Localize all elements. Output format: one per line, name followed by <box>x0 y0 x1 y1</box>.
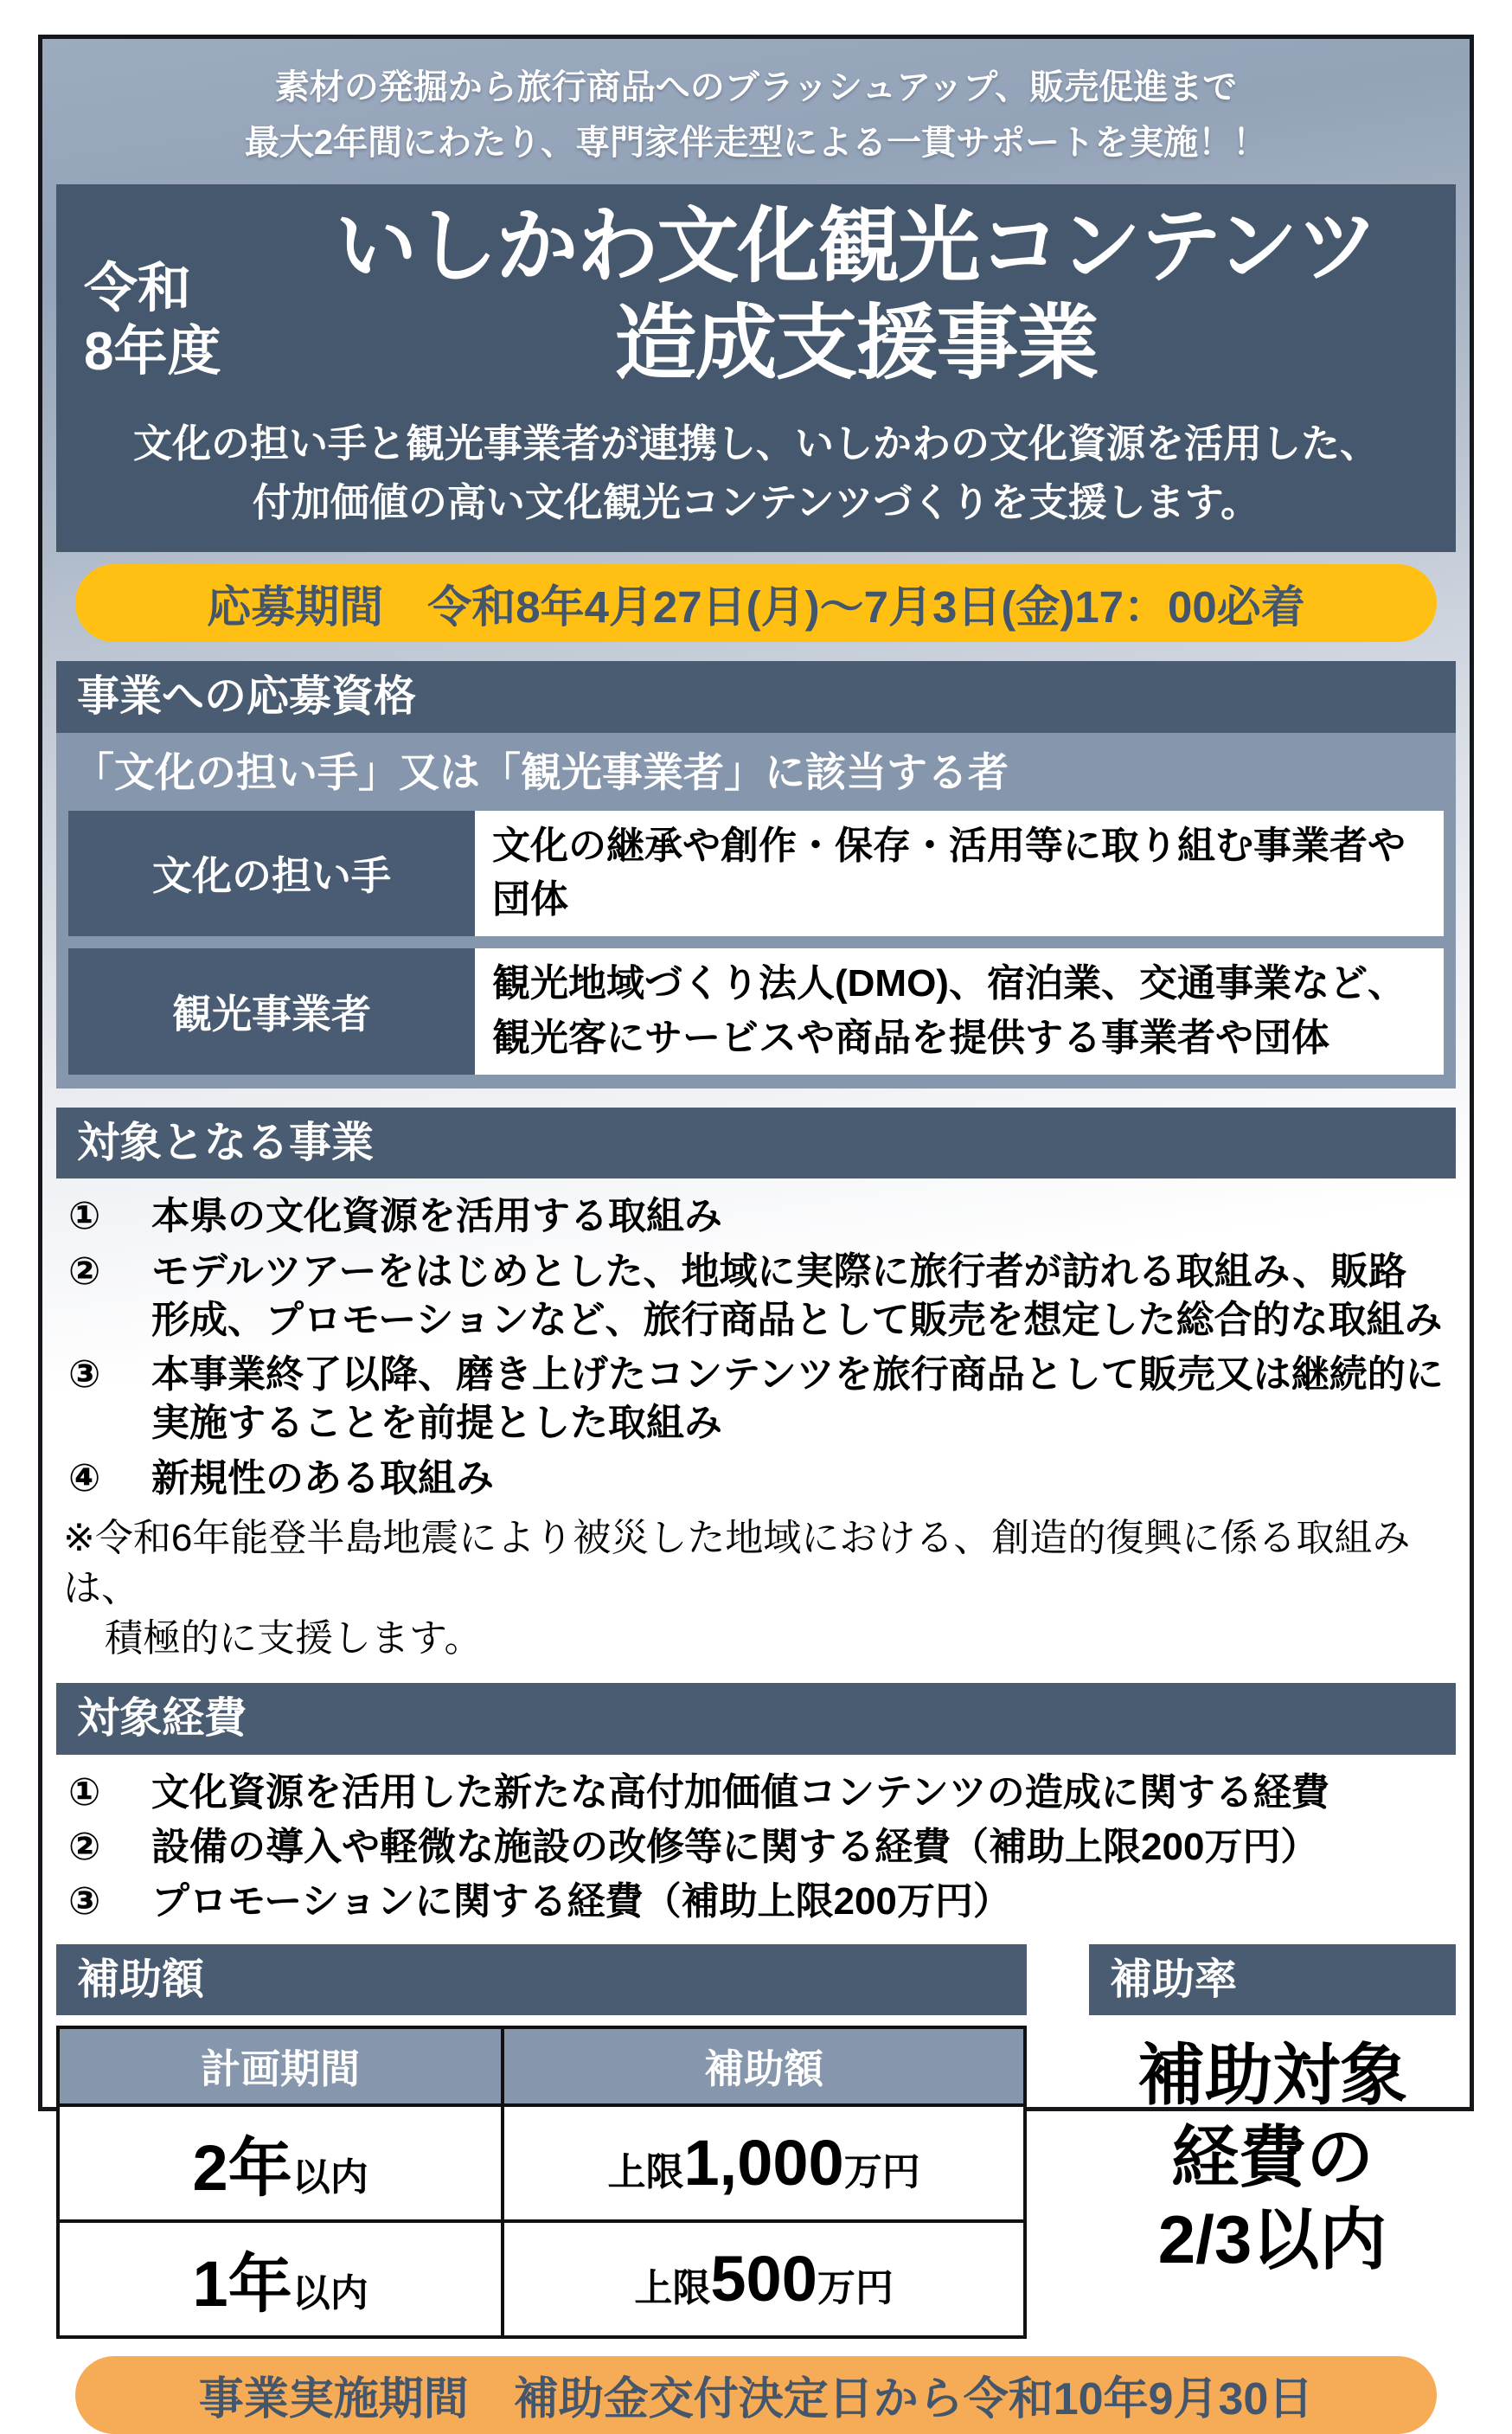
earthquake-note <box>63 1513 1449 1664</box>
list-item-number: ② <box>68 1825 101 1868</box>
list-item-text: モデルツアーをはじめとした、地域に実際に旅行者が訪れる取組み、販路形成、プロモーションなど、旅行商品として販売を想定した総合的な取組み <box>151 1249 1443 1341</box>
title-box <box>56 184 1456 552</box>
list-item-text: 本県の文化資源を活用する取組み <box>151 1195 722 1238</box>
earthquake-note-line2: 積極的に支援します。 <box>105 1617 483 1660</box>
table-row <box>68 948 1444 1075</box>
list-item <box>68 1769 1444 1817</box>
amount-value: 1,000 <box>683 2127 844 2200</box>
section-header-subsidy-rate: 補助率 <box>1089 1944 1456 2015</box>
period-cell <box>58 2105 503 2221</box>
list-item-text: 本事業終了以降、磨き上げたコンテンツを旅行商品として販売又は継続的に実施することを前提とした取組み <box>151 1353 1444 1445</box>
list-item-number: ③ <box>68 1353 101 1397</box>
list-item-text: プロモーションに関する経費（補助上限200万円） <box>151 1880 1011 1923</box>
column-header-period: 計画期間 <box>58 2027 503 2105</box>
table-header-row <box>58 2027 1025 2105</box>
subsidy-amount-table <box>56 2026 1027 2339</box>
list-item-number: ① <box>68 1195 101 1238</box>
fiscal-year-era: 令和 <box>84 259 192 318</box>
list-item-text: 文化資源を活用した新たな高付加価値コンテンツの造成に関する経費 <box>151 1770 1329 1814</box>
page-title-line2: 造成支援事業 <box>614 298 1098 390</box>
fiscal-year-number: 8年度 <box>84 322 221 382</box>
fiscal-year-label <box>79 257 279 392</box>
section-header-subsidy-amount: 補助額 <box>56 1944 1027 2015</box>
period-cell <box>58 2221 503 2337</box>
title-subtitle-line1: 文化の担い手と観光事業者が連携し、いしかわの文化資源を活用した、 <box>132 421 1379 466</box>
subsidy-rate-line1: 補助対象 <box>1137 2036 1407 2113</box>
page-title-line1: いしかわ文化観光コンテンツ <box>335 201 1377 292</box>
table-row <box>58 2105 1025 2221</box>
target-expenses-list <box>68 1769 1444 1927</box>
bottom-columns <box>56 1944 1456 2339</box>
list-item <box>68 1192 1444 1241</box>
catch-copy-line1: 素材の発掘から旅行商品へのブラッシュアップ、販売促進まで <box>274 68 1238 106</box>
list-item <box>68 1248 1444 1345</box>
target-projects-list <box>68 1192 1444 1503</box>
eligibility-row-value: 観光地域づくり法人(DMO)、宿泊業、交通事業など、観光客にサービスや商品を提供する事業者や団体 <box>475 948 1444 1075</box>
list-item <box>68 1455 1444 1503</box>
table-row <box>68 811 1444 936</box>
amount-prefix: 上限 <box>607 2151 684 2194</box>
subsidy-rate-line3: 2/3以内 <box>1157 2201 1387 2278</box>
implementation-period-text: 事業実施期間 補助金交付決定日から令和10年9月30日 <box>198 2374 1314 2425</box>
section-header-target-expenses: 対象経費 <box>56 1683 1456 1754</box>
period-suffix: 以内 <box>292 2155 368 2199</box>
period-value: 2年 <box>192 2131 292 2204</box>
page-title <box>279 198 1433 392</box>
eligibility-row-label: 文化の担い手 <box>68 811 475 936</box>
subsidy-rate-line2: 経費の <box>1170 2119 1374 2196</box>
eligibility-row-label: 観光事業者 <box>68 948 475 1075</box>
list-item <box>68 1878 1444 1926</box>
amount-prefix: 上限 <box>634 2267 711 2310</box>
list-item-number: ④ <box>68 1456 101 1500</box>
earthquake-note-line1: ※令和6年能登半島地震により被災した地域における、創造的復興に係る取組みは、 <box>63 1517 1411 1610</box>
eligibility-row-value: 文化の継承や創作・保存・活用等に取り組む事業者や団体 <box>475 811 1444 936</box>
implementation-period-banner <box>75 2356 1437 2434</box>
list-item-text: 新規性のある取組み <box>151 1456 494 1500</box>
subsidy-rate-column <box>1089 1944 1456 2282</box>
amount-cell <box>503 2105 1025 2221</box>
title-subtitle <box>79 414 1433 531</box>
catch-copy-line2: 最大2年間にわたり、専門家伴走型による一貫サポートを実施！！ <box>244 124 1268 162</box>
list-item-number: ③ <box>68 1880 101 1923</box>
period-value: 1年 <box>192 2247 292 2320</box>
subsidy-rate-text <box>1089 2034 1456 2281</box>
subsidy-amount-column <box>56 1944 1027 2339</box>
application-period-banner <box>75 564 1437 642</box>
eligibility-condition: 「文化の担い手」又は「観光事業者」に該当する者 <box>74 748 1009 795</box>
list-item-number: ① <box>68 1770 101 1814</box>
amount-unit: 万円 <box>843 2151 920 2194</box>
column-header-amount: 補助額 <box>503 2027 1025 2105</box>
list-item-text: 設備の導入や軽微な施設の改修等に関する経費（補助上限200万円） <box>151 1825 1319 1868</box>
list-item <box>68 1823 1444 1872</box>
section-header-target-projects: 対象となる事業 <box>56 1108 1456 1178</box>
list-item-number: ② <box>68 1249 101 1293</box>
application-period-text: 応募期間 令和8年4月27日(月)～7月3日(金)17：00必着 <box>207 582 1305 633</box>
eligibility-panel <box>56 733 1456 1089</box>
section-header-eligibility: 事業への応募資格 <box>56 661 1456 732</box>
amount-value: 500 <box>710 2243 817 2315</box>
flyer-page <box>38 35 1474 2425</box>
amount-cell <box>503 2221 1025 2337</box>
amount-unit: 万円 <box>817 2267 894 2310</box>
table-row <box>58 2221 1025 2337</box>
title-subtitle-line2: 付加価値の高い文化観光コンテンツづくりを支援します。 <box>252 479 1260 524</box>
catch-copy <box>42 39 1470 170</box>
period-suffix: 以内 <box>292 2271 368 2315</box>
list-item <box>68 1351 1444 1448</box>
